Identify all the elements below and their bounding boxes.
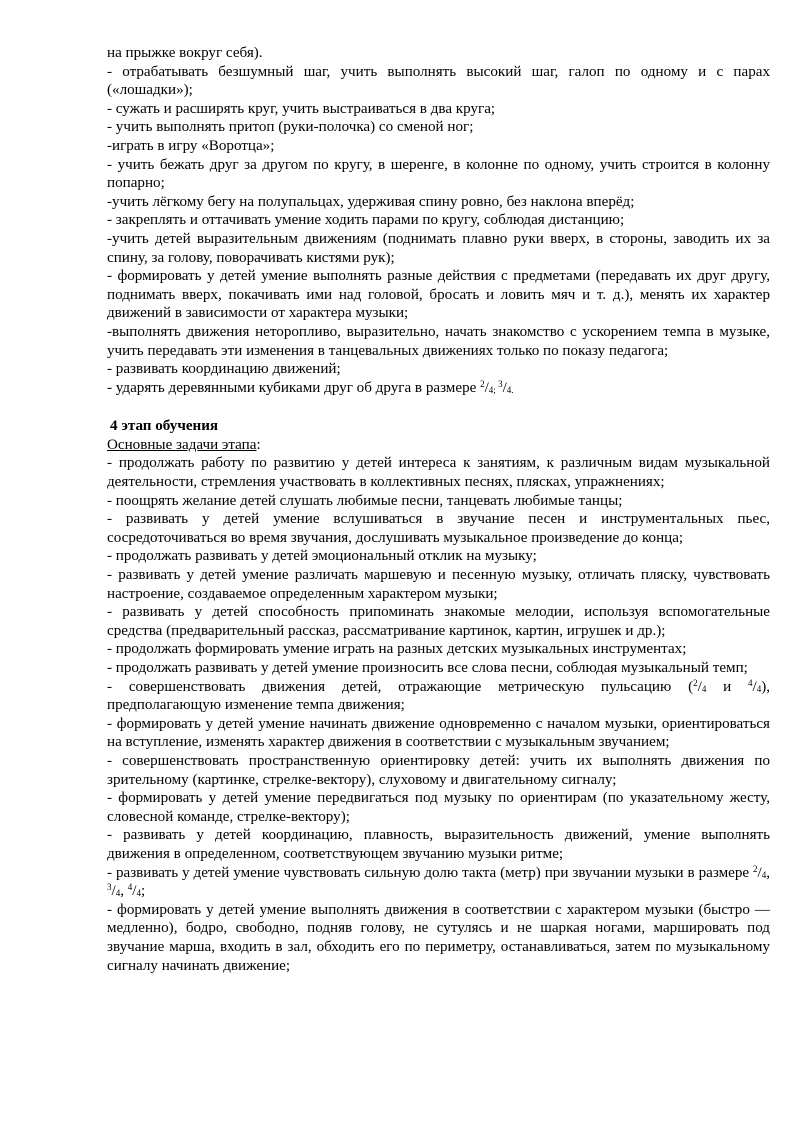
list-item: - формировать у детей умение передвигаться под музыку по ориентирам (по указательному жесту, словесной команде, стрелке-вектору); — [107, 790, 770, 825]
list-item: -играть в игру «Воротца»; — [107, 137, 275, 154]
fraction-numerator: 4 — [127, 882, 133, 893]
fraction-denominator: 4 — [701, 683, 707, 694]
subheading-label: Основные задачи этапа — [107, 436, 257, 453]
list-item: - учить бежать друг за другом по кругу, в шеренге, в колонне по одному, учить строится в колонну попарно; — [107, 156, 770, 192]
fraction-denominator: 4 — [115, 888, 121, 899]
fraction-numerator: 3 — [107, 882, 112, 893]
fraction-denominator: 4 — [761, 869, 767, 880]
list-item: - продолжать развивать у детей умение произносить все слова песни, соблюдая музыкальный темп; — [107, 660, 748, 676]
pulse-conjunction: и — [706, 678, 748, 695]
pulse-text: - совершенствовать движения детей, отражающие метрическую пульсацию ( — [107, 678, 694, 695]
cubes-text: - ударять деревянными кубиками друг об друга в размере — [107, 379, 481, 396]
fraction-numerator: 3 — [498, 378, 503, 389]
list-item: - сужать и расширять круг, учить выстраиваться в два круга; — [107, 100, 496, 117]
fraction-denominator: 4; — [488, 384, 499, 395]
fraction-numerator: 2 — [480, 378, 485, 389]
list-item: -выполнять движения неторопливо, выразительно, начать знакомство с ускорением темпа в музыке, учить передавать эти изменения в танцевальных движениях только по показу педагога; — [107, 323, 770, 359]
list-item: -учить детей выразительным движениям (поднимать плавно руки вверх, в стороны, заводить их за спину, за голову, поворачивать кистями рук); — [107, 230, 770, 266]
list-item: - совершенствовать пространственную ориентировку детей: учить их выполнять движения по зрительному (картинке, стрелке-вектору), слуховому и двигательному сигналу; — [107, 752, 770, 788]
fraction-denominator: 4 — [756, 683, 762, 694]
fraction-numerator: 2 — [753, 863, 758, 874]
section-heading: 4 этап обучения — [110, 418, 219, 435]
fraction-denominator: 4. — [506, 384, 514, 395]
list-item: - формировать у детей умение начинать движение одновременно с началом музыки, ориентироваться на вступление, изменять характер движения в соответствии с музыкальным звучанием; — [107, 715, 770, 751]
fraction-denominator: 4 — [136, 888, 141, 899]
beat-text-end: ; — [140, 883, 146, 900]
list-item: - закреплять и оттачивать умение ходить парами по кругу, соблюдая дистанцию; — [107, 212, 625, 229]
document-page — [107, 44, 770, 975]
list-item: - формировать у детей умение выполнять разные действия с предметами (передавать их друг другу, поднимать вверх, покачивать ими над головой, бросать и ловить мяч и т. д.), менять их характер движений в зависимости от характера музыки; — [107, 268, 770, 322]
list-item-cubes: - ударять деревянными кубиками друг об друга в размере $^2/_{4;}$ $^3/_{4.}$ — [107, 378, 514, 396]
list-item: - развивать у детей способность припоминать знакомые мелодии, используя вспомогательные средства (предварительный рассказ, рассматривание картинок, картин, игрушек и др.); — [107, 604, 770, 639]
list-item: - формировать у детей умение выполнять движения в соответствии с характером музыки (быстро — медленно), бодро, свободно, подняв голову, не сутулясь и не шаркая ногами, маршировать под звучание марша, входить в зал, обходить его по периметру, останавливаться, затем по музыкальному сигналу начинать движение; — [107, 901, 770, 974]
list-item: - развивать у детей умение вслушиваться в звучание песен и инструментальных пьес, сосредоточиваться во время звучания, дослушивать музыкальное произведение до конца; — [107, 511, 770, 546]
list-item: - поощрять желание детей слушать любимые песни, танцевать любимые танцы; — [107, 492, 623, 509]
fraction-numerator: 4 — [747, 677, 753, 688]
beat-text: - развивать у детей умение чувствовать сильную долю такта (метр) при звучании музыки в размере — [107, 864, 754, 881]
list-item: - учить выполнять притоп (руки-полочка) со сменой ног; — [107, 119, 474, 136]
list-item: на прыжке вокруг себя). — [107, 45, 263, 61]
section-subheading — [107, 436, 770, 455]
list-item: - развивать у детей координацию, плавность, выразительность движений, умение выполнять движения в определенном, соответствующем звучанию музыки ритме; — [107, 827, 770, 862]
list-item: - продолжать формировать умение играть на разных детских музыкальных инструментах; — [107, 641, 687, 658]
list-item: -учить лёгкому бегу на полупальцах, удерживая спину ровно, без наклона вперёд; — [107, 193, 635, 210]
list-item: - развивать координацию движений; — [107, 361, 341, 378]
list-item: - развивать у детей умение различать маршевую и песенную музыку, отличать пляску, чувствовать настроение, создаваемое определенным характером музыки; — [107, 567, 770, 602]
beat-separator: , — [120, 883, 128, 900]
list-item-beat: - развивать у детей умение чувствовать сильную долю такта (метр) при звучании музыки в размере $^2/_4$, $^3/_4$, $^4/_4$; — [107, 863, 770, 900]
subheading-colon: : — [256, 436, 261, 453]
fraction-numerator: 2 — [693, 677, 698, 688]
beat-separator: , — [766, 864, 770, 881]
list-item: - продолжать работу по развитию у детей интереса к занятиям, к различным видам музыкальной деятельности, стремления участвовать в коллективных песнях, плясках, упражнениях; — [107, 455, 770, 491]
list-item: - продолжать развивать у детей эмоциональный отклик на музыку; — [107, 548, 537, 565]
list-item-pulse: - совершенствовать движения детей, отражающие метрическую пульсацию ($^2/_4$ и $^4/_4$), предполагающую изменение темпа движения; — [107, 677, 770, 714]
pulse-text-end: ), предполагающую изменение темпа движения; — [107, 678, 770, 714]
list-item: - отрабатывать безшумный шаг, учить выполнять высокий шаг, галоп по одному и с парах («лошадки»); — [107, 63, 770, 99]
